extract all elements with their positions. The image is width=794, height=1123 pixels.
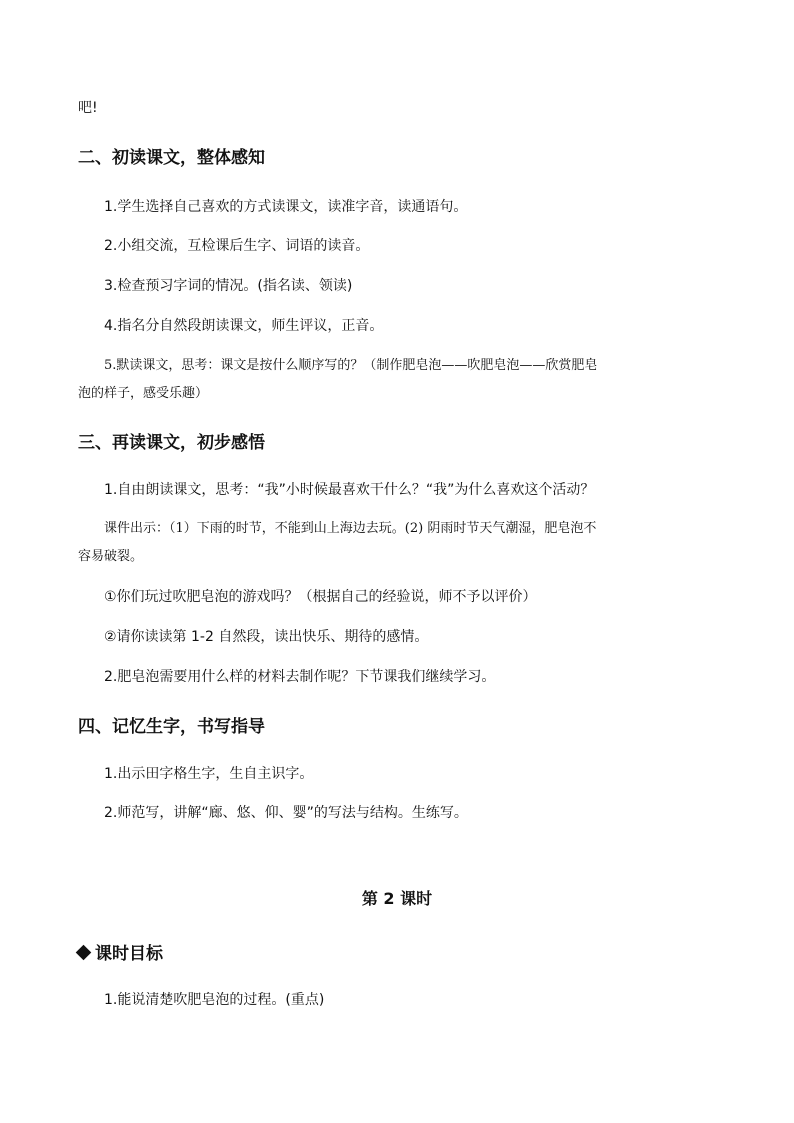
goal-heading: 课时目标 [95,944,163,964]
text-line: 2.肥皂泡需要用什么样的材料去制作呢？下节课我们继续学习。 [104,669,496,685]
text-line: 容易破裂。 [78,549,144,564]
text-line: 课件出示：（1）下雨的时节，不能到山上海边去玩。(2) 阴雨时节天气潮湿，肥皂泡不 [104,521,597,536]
section-heading-4: 四、记忆生字，书写指导 [78,717,265,737]
text-line: 2.师范写，讲解“廊、悠、仰、婴”的写法与结构。生练写。 [104,805,468,821]
text-line: 泡的样子，感受乐趣） [78,386,209,401]
text-line: 1.学生选择自己喜欢的方式读课文，读准字音，读通语句。 [104,199,468,215]
text-line: 5.默读课文，思考：课文是按什么顺序写的？（制作肥皂泡——吹肥皂泡——欣赏肥皂 [104,358,598,373]
text-line: ①你们玩过吹肥皂泡的游戏吗？（根据自己的经验说，师不予以评价） [104,589,537,605]
text-line: ②请你读读第 1-2 自然段，读出快乐、期待的感情。 [104,629,429,645]
text-line: 2.小组交流，互检课后生字、词语的读音。 [104,238,370,254]
goal-heading-row [78,942,728,966]
text-line: 吧! [78,100,98,116]
section-heading-3: 三、再读课文，初步感悟 [78,433,265,453]
text-line: 4.指名分自然段朗读课文，师生评议，正音。 [104,318,384,334]
diamond-bullet-icon [76,945,92,961]
lesson-title: 第 2 课时 [361,889,433,908]
text-line: 1.能说清楚吹肥皂泡的过程。(重点) [104,992,325,1008]
text-line: 1.出示田字格生字，生自主识字。 [104,766,314,782]
section-heading-2: 二、初读课文，整体感知 [78,148,265,168]
text-line: 1.自由朗读课文，思考：“我”小时候最喜欢干什么？“我”为什么喜欢这个活动？ [104,482,595,498]
text-line: 3.检查预习字词的情况。(指名读、领读) [104,278,353,294]
